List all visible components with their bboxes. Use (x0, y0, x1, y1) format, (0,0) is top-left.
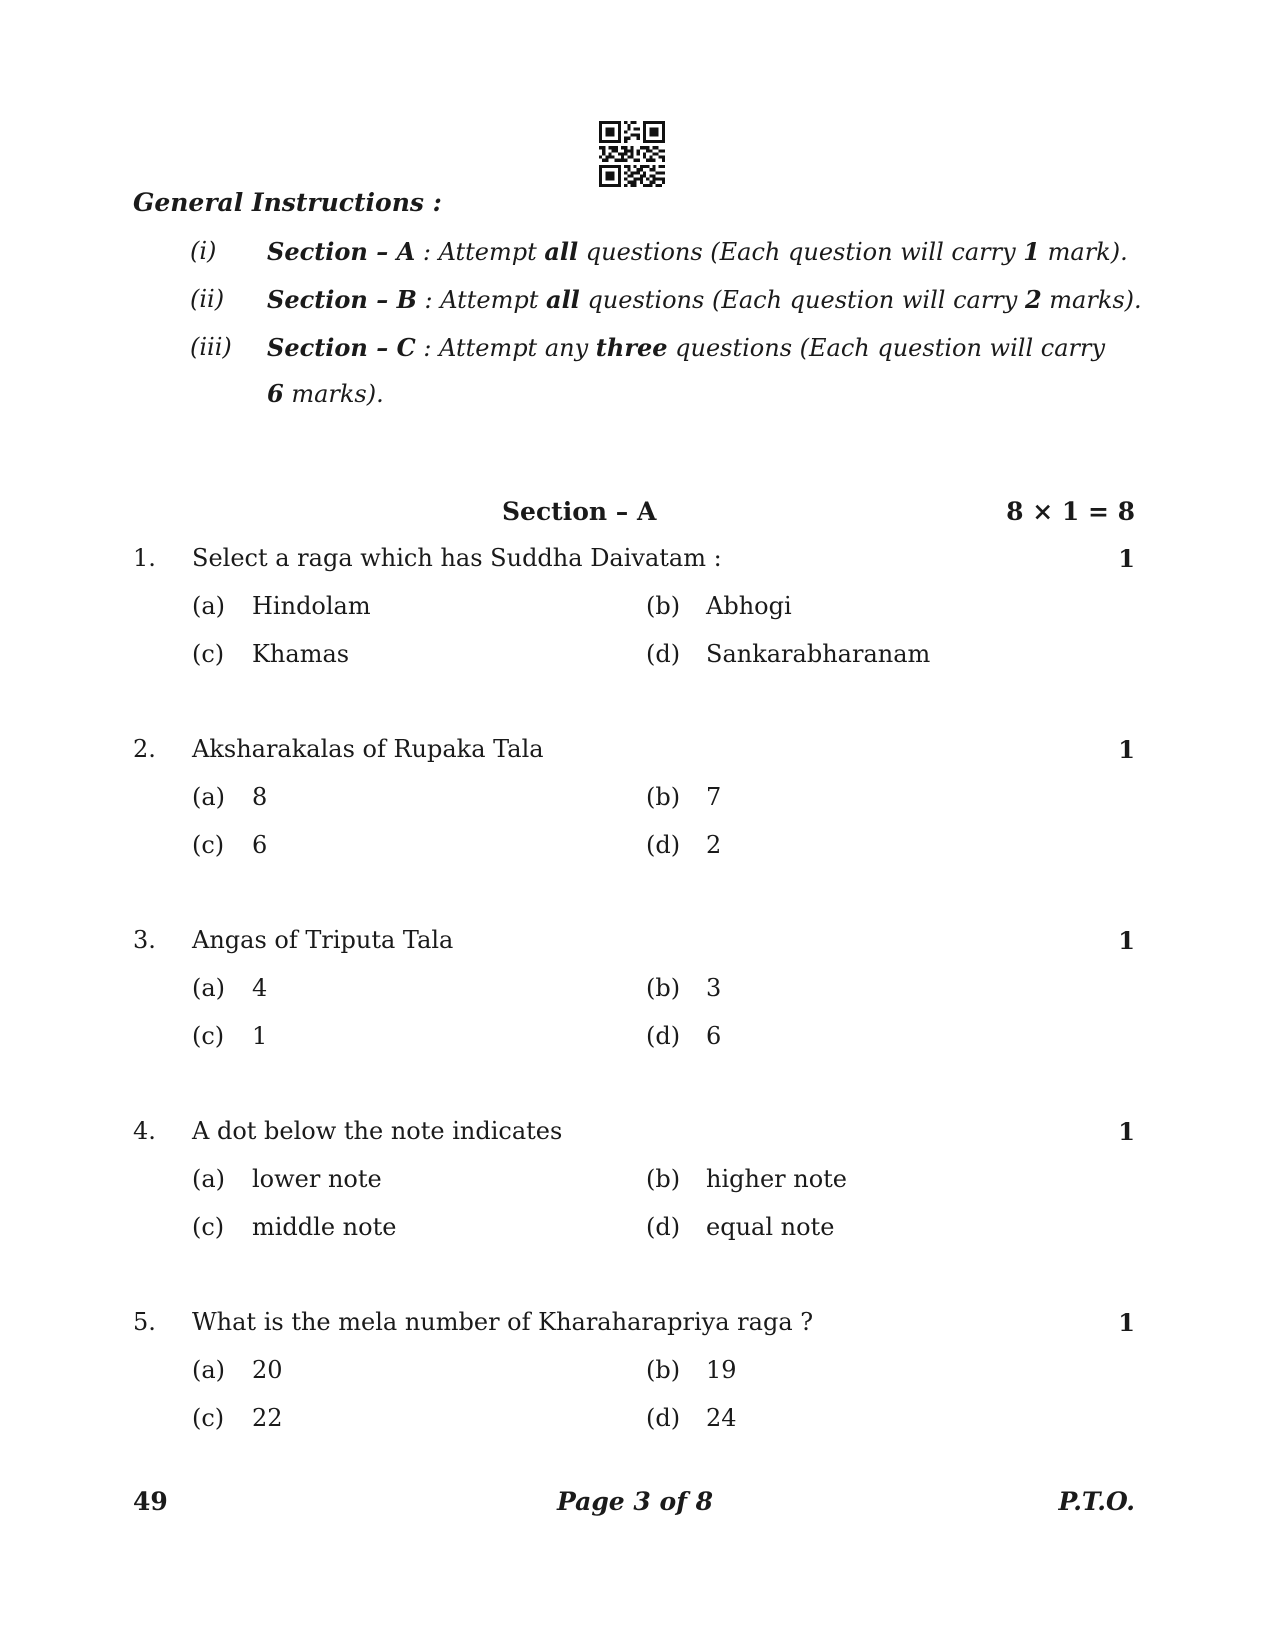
instruction-text-3-cont (267, 379, 384, 408)
option-text: 1 (252, 1022, 268, 1050)
instruction-text-2 (267, 285, 1142, 314)
question-text: A dot below the note indicates (192, 1117, 563, 1145)
option-text: middle note (252, 1213, 397, 1241)
option-letter: (c) (192, 831, 225, 859)
option-text: Khamas (252, 640, 350, 668)
option-letter: (a) (192, 1356, 226, 1384)
instruction-mid: questions (Each question will carry (667, 334, 1106, 362)
question-marks: 1 (1118, 735, 1135, 764)
question-number: 4. (133, 1117, 156, 1145)
option-letter: (a) (192, 592, 226, 620)
instruction-marks: 2 (1024, 285, 1042, 314)
option-letter: (a) (192, 974, 226, 1002)
option-letter: (d) (646, 1404, 681, 1432)
option-text: 8 (252, 783, 268, 811)
option-text: Hindolam (252, 592, 371, 620)
instruction-text-1 (267, 237, 1128, 266)
option-letter: (d) (646, 831, 681, 859)
option-letter: (d) (646, 1213, 681, 1241)
option-letter: (c) (192, 1022, 225, 1050)
instruction-pre: : Attempt (416, 286, 547, 314)
option-text: 4 (252, 974, 268, 1002)
question-marks: 1 (1118, 544, 1135, 573)
option-letter: (b) (646, 1356, 681, 1384)
question-marks: 1 (1118, 1308, 1135, 1337)
option-letter: (b) (646, 783, 681, 811)
question-text: Select a raga which has Suddha Daivatam : (192, 544, 722, 572)
option-letter: (c) (192, 1213, 225, 1241)
option-letter: (c) (192, 1404, 225, 1432)
instruction-post: marks). (1041, 286, 1142, 314)
option-text: Sankarabharanam (706, 640, 931, 668)
option-text: higher note (706, 1165, 848, 1193)
option-letter: (a) (192, 1165, 226, 1193)
option-text: 3 (706, 974, 722, 1002)
question-text: What is the mela number of Kharaharapriya raga ? (192, 1308, 814, 1336)
instruction-item-3 (190, 333, 232, 361)
option-letter: (d) (646, 640, 681, 668)
question-marks: 1 (1118, 1117, 1135, 1146)
option-text: 19 (706, 1356, 737, 1384)
option-text: 22 (252, 1404, 283, 1432)
option-text: 2 (706, 831, 722, 859)
instruction-emphasis: all (546, 285, 580, 314)
instruction-post: marks). (283, 380, 384, 408)
question-marks: 1 (1118, 926, 1135, 955)
instruction-number: (ii) (190, 285, 225, 313)
question-number: 5. (133, 1308, 156, 1336)
instructions-title: General Instructions : (133, 188, 442, 217)
option-text: 7 (706, 783, 722, 811)
instruction-number: (i) (190, 237, 217, 265)
qr-code-icon (599, 121, 665, 187)
option-text: 6 (706, 1022, 722, 1050)
instruction-mid: questions (Each question will carry (579, 286, 1025, 314)
option-letter: (d) (646, 1022, 681, 1050)
footer-pto: P.T.O. (1058, 1487, 1135, 1516)
instruction-item-2 (190, 285, 224, 313)
section-marks: 8 × 1 = 8 (1006, 497, 1135, 526)
question-number: 1. (133, 544, 156, 572)
question-text: Angas of Triputa Tala (192, 926, 454, 954)
instruction-pre: : Attempt any (415, 334, 596, 362)
option-letter: (b) (646, 1165, 681, 1193)
instruction-number: (iii) (190, 333, 232, 361)
instruction-mid: questions (Each question will carry (578, 238, 1024, 266)
option-text: 20 (252, 1356, 283, 1384)
option-text: equal note (706, 1213, 835, 1241)
option-text: 6 (252, 831, 268, 859)
instruction-section: Section – B (267, 285, 417, 314)
option-text: lower note (252, 1165, 382, 1193)
option-text: 24 (706, 1404, 737, 1432)
option-letter: (b) (646, 974, 681, 1002)
instruction-text-3 (267, 333, 1105, 362)
instruction-section: Section – C (267, 333, 416, 362)
option-letter: (c) (192, 640, 225, 668)
instruction-marks: 1 (1023, 237, 1040, 266)
instruction-item-1 (190, 237, 216, 265)
instruction-post: mark). (1040, 238, 1128, 266)
question-text: Aksharakalas of Rupaka Tala (192, 735, 544, 763)
option-text: Abhogi (706, 592, 792, 620)
section-title: Section – A (502, 497, 657, 526)
instruction-section: Section – A (267, 237, 416, 266)
footer-page-number: Page 3 of 8 (557, 1487, 714, 1516)
instruction-pre: : Attempt (415, 238, 545, 266)
footer-code: 49 (133, 1487, 168, 1516)
question-number: 3. (133, 926, 156, 954)
option-letter: (b) (646, 592, 681, 620)
instruction-emphasis: all (544, 237, 579, 266)
instruction-emphasis: three (595, 333, 668, 362)
option-letter: (a) (192, 783, 226, 811)
question-number: 2. (133, 735, 156, 763)
instruction-marks: 6 (267, 379, 284, 408)
